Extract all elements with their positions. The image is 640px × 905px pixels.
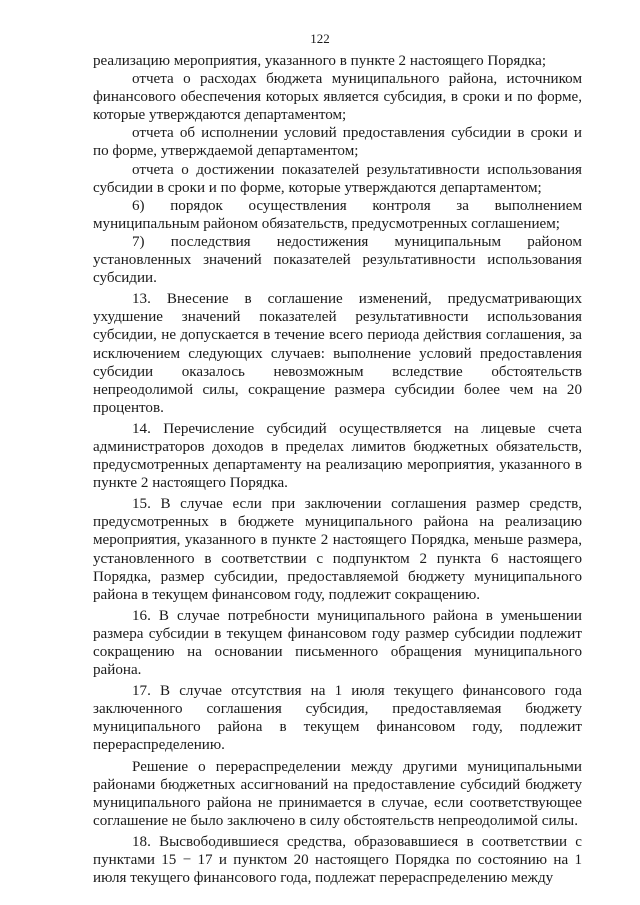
document-body <box>93 52 582 887</box>
paragraph-continuation: реализацию мероприятия, указанного в пункте 2 настоящего Порядка; <box>93 53 547 69</box>
paragraph-redistribution-decision: Решение о перераспределении между другими муниципальными районами бюджетных ассигнований на предоставление субсидий бюджету муниципального района не принимается в случае, если соответствующее соглашение не было заключено в силу обстоятельств непреодолимой силы. <box>93 758 582 829</box>
paragraph-report-indicators: отчета о достижении показателей результативности использования субсидии в сроки и по форме, которые утверждаются департаментом; <box>93 161 582 196</box>
paragraph-16: 16. В случае потребности муниципального района в уменьшении размера субсидии в текущем финансовом году размер субсидии подлежит сокращению на основании письменного обращения муниципального района. <box>93 607 582 679</box>
paragraph-report-expenses: отчета о расходах бюджета муниципального района, источником финансового обеспечения которых является субсидия, в сроки и по форме, которые утверждаются департаментом; <box>93 71 582 124</box>
paragraph-item-7: 7) последствия недостижения муниципальным районом установленных значений показателей результативности использования субсидии. <box>93 233 582 287</box>
paragraph-13: 13. Внесение в соглашение изменений, предусматривающих ухудшение значений показателей результативности использования субсидии, не допускается в течение всего периода действия соглашения, за исключением следующих случаев: выполнение условий предоставления субсидии оказалось невозможным вследствие обстоятельств непреодолимой силы, сокращение размера субсидии более чем на 20 процентов. <box>93 291 582 416</box>
paragraph-item-6: 6) порядок осуществления контроля за выполнением муниципальным районом обязательств, предусмотренных соглашением; <box>93 197 582 232</box>
paragraph-17: 17. В случае отсутствия на 1 июля текущего финансового года заключенного соглашения субсидия, предоставляемая бюджету муниципального района в текущем финансовом году, подлежит перераспределению. <box>93 683 582 754</box>
paragraph-18: 18. Высвободившиеся средства, образовавшиеся в соответствии с пунктами 15 − 17 и пунктом 20 настоящего Порядка по состоянию на 1 июля текущего финансового года, подлежат перераспределению между <box>93 833 582 887</box>
paragraph-report-conditions: отчета об исполнении условий предоставления субсидии в сроки и по форме, утверждаемой департаментом; <box>93 125 582 160</box>
paragraph-15: 15. В случае если при заключении соглашения размер средств, предусмотренных в бюджете муниципального района на реализацию мероприятия, указанного в пункте 2 настоящего Порядка, меньше размера, установленного в соответствии с подпунктом 2 пункта 6 настоящего Порядка, размер субсидии, предоставляемой бюджету муниципального района в текущем финансовом году, подлежит сокращению. <box>93 496 582 603</box>
page-number: 122 <box>310 31 330 46</box>
paragraph-14: 14. Перечисление субсидий осуществляется на лицевые счета администраторов доходов в пределах лимитов бюджетных обязательств, предусмотренных департаменту на реализацию мероприятия, указанного в пункте 2 настоящего Порядка. <box>93 420 582 492</box>
